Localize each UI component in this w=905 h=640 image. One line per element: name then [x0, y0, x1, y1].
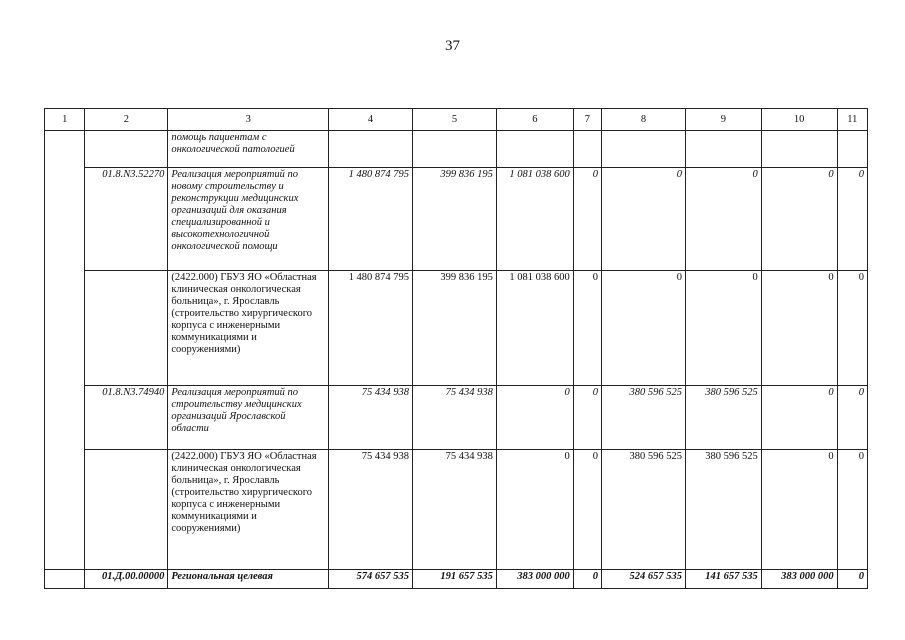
cell-col6 [496, 131, 573, 168]
cell-col1 [45, 570, 85, 589]
cell-col4: 75 434 938 [329, 450, 413, 570]
cell-code [85, 131, 168, 168]
cell-col5: 399 836 195 [413, 168, 497, 271]
cell-description: (2422.000) ГБУЗ ЯО «Областная клиническая онкологическая больница», г. Ярославль (строительство хирургического корпуса с инженерными коммуникациями и сооружениями) [168, 450, 329, 570]
cell-col11: 0 [837, 168, 867, 271]
budget-table [44, 108, 868, 589]
cell-col11: 0 [837, 271, 867, 386]
cell-col11: 0 [837, 386, 867, 450]
column-header: 9 [685, 109, 761, 131]
column-header: 6 [496, 109, 573, 131]
cell-col11 [837, 131, 867, 168]
column-header: 7 [573, 109, 601, 131]
cell-col8: 380 596 525 [602, 386, 686, 450]
cell-description: помощь пациентам с онкологической патологией [168, 131, 329, 168]
cell-col7: 0 [573, 570, 601, 589]
cell-col8: 0 [602, 168, 686, 271]
cell-code [85, 450, 168, 570]
column-header: 1 [45, 109, 85, 131]
cell-col9: 0 [685, 168, 761, 271]
table-row [45, 570, 868, 589]
cell-col4: 75 434 938 [329, 386, 413, 450]
column-header: 5 [413, 109, 497, 131]
cell-col10 [761, 131, 837, 168]
cell-col10: 0 [761, 168, 837, 271]
cell-col6: 1 081 038 600 [496, 168, 573, 271]
cell-col9 [685, 131, 761, 168]
cell-col8: 524 657 535 [602, 570, 686, 589]
table-row [45, 386, 868, 450]
column-header: 8 [602, 109, 686, 131]
table-row [45, 131, 868, 168]
table-row [45, 450, 868, 570]
table-row [45, 168, 868, 271]
cell-code [85, 271, 168, 386]
cell-col7: 0 [573, 168, 601, 271]
cell-code: 01.Д.00.00000 [85, 570, 168, 589]
cell-description: Реализация мероприятий по строительству медицинских организаций Ярославской области [168, 386, 329, 450]
cell-code: 01.8.N3.52270 [85, 168, 168, 271]
cell-col8: 0 [602, 271, 686, 386]
cell-col6: 0 [496, 386, 573, 450]
cell-col7 [573, 131, 601, 168]
cell-col5: 191 657 535 [413, 570, 497, 589]
cell-description: (2422.000) ГБУЗ ЯО «Областная клиническая онкологическая больница», г. Ярославль (строительство хирургического корпуса с инженерными коммуникациями и сооружениями) [168, 271, 329, 386]
cell-col9: 380 596 525 [685, 386, 761, 450]
cell-col4: 1 480 874 795 [329, 168, 413, 271]
cell-col7: 0 [573, 386, 601, 450]
cell-col5: 399 836 195 [413, 271, 497, 386]
cell-col11: 0 [837, 570, 867, 589]
cell-col8: 380 596 525 [602, 450, 686, 570]
cell-col6: 0 [496, 450, 573, 570]
cell-col5: 75 434 938 [413, 386, 497, 450]
column-header: 2 [85, 109, 168, 131]
cell-col10: 0 [761, 450, 837, 570]
cell-col11: 0 [837, 450, 867, 570]
cell-col8 [602, 131, 686, 168]
cell-col7: 0 [573, 450, 601, 570]
cell-description: Региональная целевая [168, 570, 329, 589]
cell-col9: 380 596 525 [685, 450, 761, 570]
column-header: 10 [761, 109, 837, 131]
column-header: 4 [329, 109, 413, 131]
cell-col9: 0 [685, 271, 761, 386]
table-row [45, 271, 868, 386]
column-header: 3 [168, 109, 329, 131]
page-number: 37 [445, 38, 460, 54]
cell-col7: 0 [573, 271, 601, 386]
cell-col1 [45, 131, 85, 570]
column-header: 11 [837, 109, 867, 131]
cell-col10: 0 [761, 386, 837, 450]
cell-col10: 383 000 000 [761, 570, 837, 589]
header-row [45, 109, 868, 131]
cell-col5: 75 434 938 [413, 450, 497, 570]
cell-col4 [329, 131, 413, 168]
cell-col10: 0 [761, 271, 837, 386]
cell-col5 [413, 131, 497, 168]
cell-col6: 1 081 038 600 [496, 271, 573, 386]
cell-col6: 383 000 000 [496, 570, 573, 589]
cell-code: 01.8.N3.74940 [85, 386, 168, 450]
cell-description: Реализация мероприятий по новому строительству и реконструкции медицинских организаций для оказания специализированной и высокотехнологичной онкологической помощи [168, 168, 329, 271]
cell-col4: 574 657 535 [329, 570, 413, 589]
cell-col4: 1 480 874 795 [329, 271, 413, 386]
cell-col9: 141 657 535 [685, 570, 761, 589]
